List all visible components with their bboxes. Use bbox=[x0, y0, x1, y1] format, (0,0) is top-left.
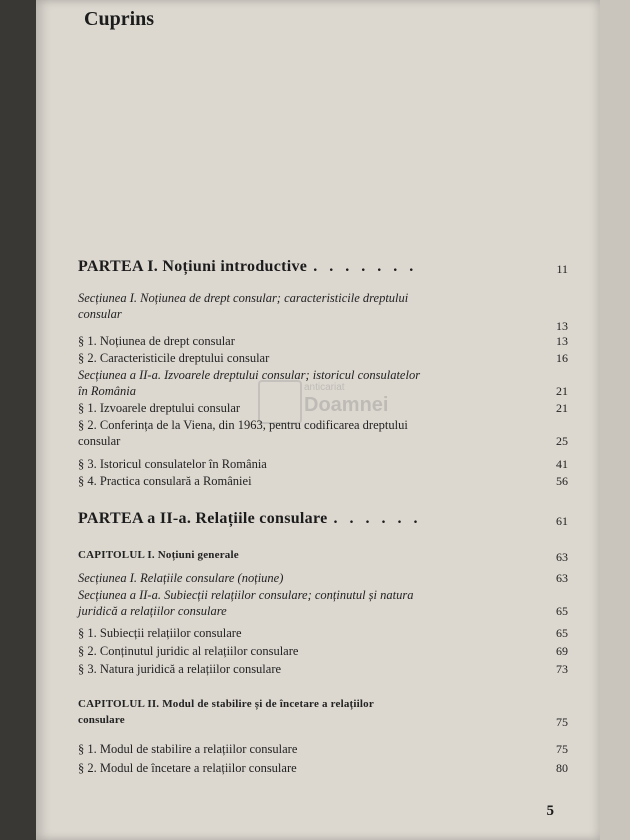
toc-page-number: 65 bbox=[556, 626, 568, 640]
toc-section-line: juridică a relațiilor consulare bbox=[78, 604, 227, 618]
toc-page-number: 69 bbox=[556, 644, 568, 658]
toc-part-heading bbox=[78, 258, 570, 276]
page-edge bbox=[600, 0, 630, 840]
toc-entry-line: § 2. Conferința de la Viena, din 1963, pentru codificarea dreptului bbox=[78, 418, 408, 432]
toc-part-title: PARTEA I. Noțiuni introductive bbox=[78, 258, 308, 275]
toc-page-number: 61 bbox=[556, 514, 568, 528]
toc-page-number: 65 bbox=[556, 604, 568, 618]
toc-chapter-line: CAPITOLUL II. Modul de stabilire și de încetare a relațiilor bbox=[78, 698, 374, 710]
toc-leader-dots: . . . . . . bbox=[333, 510, 422, 527]
toc-page-number: 25 bbox=[556, 434, 568, 448]
toc-chapter-line: consulare bbox=[78, 714, 125, 726]
toc-page-number: 80 bbox=[556, 761, 568, 775]
toc-entry-line: § 2. Modul de încetare a relațiilor consulare bbox=[78, 761, 297, 775]
toc-page-number: 56 bbox=[556, 474, 568, 488]
toc-page-number: 13 bbox=[556, 319, 568, 333]
toc-page-number: 63 bbox=[556, 550, 568, 564]
toc-entry-line: § 1. Izvoarele dreptului consular bbox=[78, 401, 241, 415]
toc-entry-line: § 3. Natura juridică a relațiilor consulare bbox=[78, 662, 282, 676]
toc-page-number: 63 bbox=[556, 571, 568, 585]
toc-part-title: PARTEA a II-a. Relațiile consulare bbox=[78, 510, 328, 527]
toc-section-line: Secțiunea I. Relațiile consulare (noțiune) bbox=[78, 571, 284, 585]
toc-page-number: 41 bbox=[556, 457, 568, 471]
toc-entry-line: § 1. Modul de stabilire a relațiilor consulare bbox=[78, 742, 298, 756]
toc-page-number: 73 bbox=[556, 662, 568, 676]
toc-page-number: 21 bbox=[556, 384, 568, 398]
toc-entry-line: consular bbox=[78, 434, 121, 448]
toc-entry-line: § 2. Caracteristicile dreptului consular bbox=[78, 351, 270, 365]
toc-page-number: 11 bbox=[556, 262, 568, 276]
toc-entry-line: § 4. Practica consulară a României bbox=[78, 474, 252, 488]
toc-entry-line: § 1. Noțiunea de drept consular bbox=[78, 334, 235, 348]
page-title: Cuprins bbox=[84, 8, 155, 30]
toc-chapter-line: CAPITOLUL I. Noțiuni generale bbox=[78, 549, 239, 561]
toc-section-line: consular bbox=[78, 307, 122, 321]
toc-page-number: 21 bbox=[556, 401, 568, 415]
toc-entry-line: § 1. Subiecții relațiilor consulare bbox=[78, 626, 242, 640]
toc-part-heading bbox=[78, 510, 570, 528]
watermark-brand: Doamnei bbox=[304, 394, 389, 416]
toc-page-number: 16 bbox=[556, 351, 568, 365]
toc-section-line: în România bbox=[78, 384, 136, 398]
page-number: 5 bbox=[546, 803, 554, 819]
toc-section-line: Secțiunea a II-a. Izvoarele dreptului consular; istoricul consulatelor bbox=[78, 368, 421, 382]
watermark-top-text: anticariat bbox=[304, 382, 345, 393]
toc-page-number: 13 bbox=[556, 334, 568, 348]
toc-section-line: Secțiunea a II-a. Subiecții relațiilor consulare; conținutul și natura bbox=[78, 588, 414, 602]
toc-section-line: Secțiunea I. Noțiunea de drept consular; caracteristicile dreptului bbox=[78, 291, 409, 305]
toc-page-number: 75 bbox=[556, 742, 568, 756]
toc-entry-line: § 2. Conținutul juridic al relațiilor consulare bbox=[78, 644, 299, 658]
toc-entry-line: § 3. Istoricul consulatelor în România bbox=[78, 457, 267, 471]
toc-leader-dots: . . . . . . . bbox=[313, 258, 418, 275]
toc-page-number: 75 bbox=[556, 715, 568, 729]
